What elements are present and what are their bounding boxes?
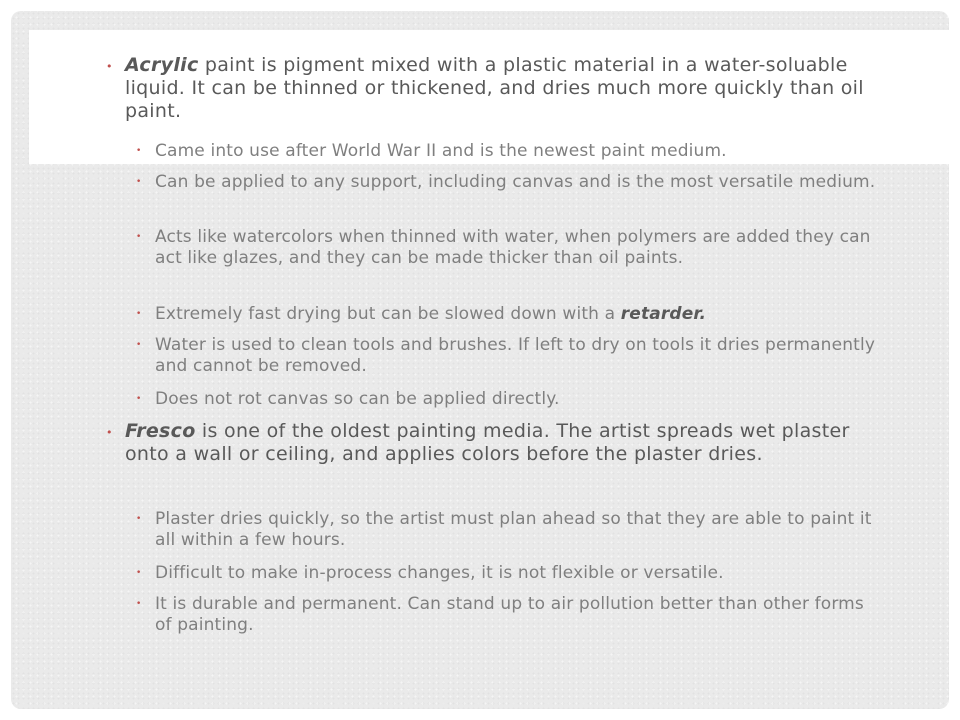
acrylic-sub-3: Acts like watercolors when thinned with water, when polymers are added they can act like glazes, and they can be made thicker than oil paints.: [155, 227, 871, 268]
fresco-term: Fresco: [125, 420, 196, 442]
bullet-marker: •: [136, 394, 142, 404]
acrylic-sub-1: Came into use after World War II and is the newest paint medium.: [155, 141, 727, 161]
acrylic-sub-5: Water is used to clean tools and brushes. If left to dry on tools it dries permanently and cannot be removed.: [155, 335, 876, 376]
bullet-marker: •: [136, 232, 142, 242]
acrylic-sub-2: Can be applied to any support, including canvas and is the most versatile medium.: [155, 172, 876, 192]
fresco-paragraph: [125, 420, 885, 466]
bullet-marker: •: [136, 177, 142, 187]
acrylic-sub-4: [155, 304, 885, 325]
bullet-marker: •: [136, 309, 142, 319]
fresco-sub-2: Difficult to make in-process changes, it is not flexible or versatile.: [155, 563, 724, 583]
acrylic-sub-6: Does not rot canvas so can be applied directly.: [155, 389, 560, 409]
fresco-text: is one of the oldest painting media. The artist spreads wet plaster onto a wall or ceiling, and applies colors before the plaster dries.: [125, 420, 850, 465]
bullet-marker: •: [136, 514, 142, 524]
acrylic-text: paint is pigment mixed with a plastic material in a water-soluable liquid. It can be thinned or thickened, and dries much more quickly than oil paint.: [125, 54, 864, 122]
fresco-sub-3: It is durable and permanent. Can stand up to air pollution better than other forms of painting.: [155, 594, 864, 635]
bullet-marker: •: [106, 426, 113, 439]
bullet-marker: •: [106, 60, 113, 73]
bullet-marker: •: [136, 146, 142, 156]
retarder-text: Extremely fast drying but can be slowed down with a: [155, 304, 621, 324]
bullet-marker: •: [136, 599, 142, 609]
retarder-term: retarder.: [620, 304, 707, 324]
bullet-marker: •: [136, 568, 142, 578]
bullet-marker: •: [136, 340, 142, 350]
fresco-sub-1: Plaster dries quickly, so the artist must plan ahead so that they are able to paint it all within a few hours.: [155, 509, 872, 550]
acrylic-paragraph: [125, 54, 885, 123]
acrylic-term: Acrylic: [125, 54, 199, 76]
